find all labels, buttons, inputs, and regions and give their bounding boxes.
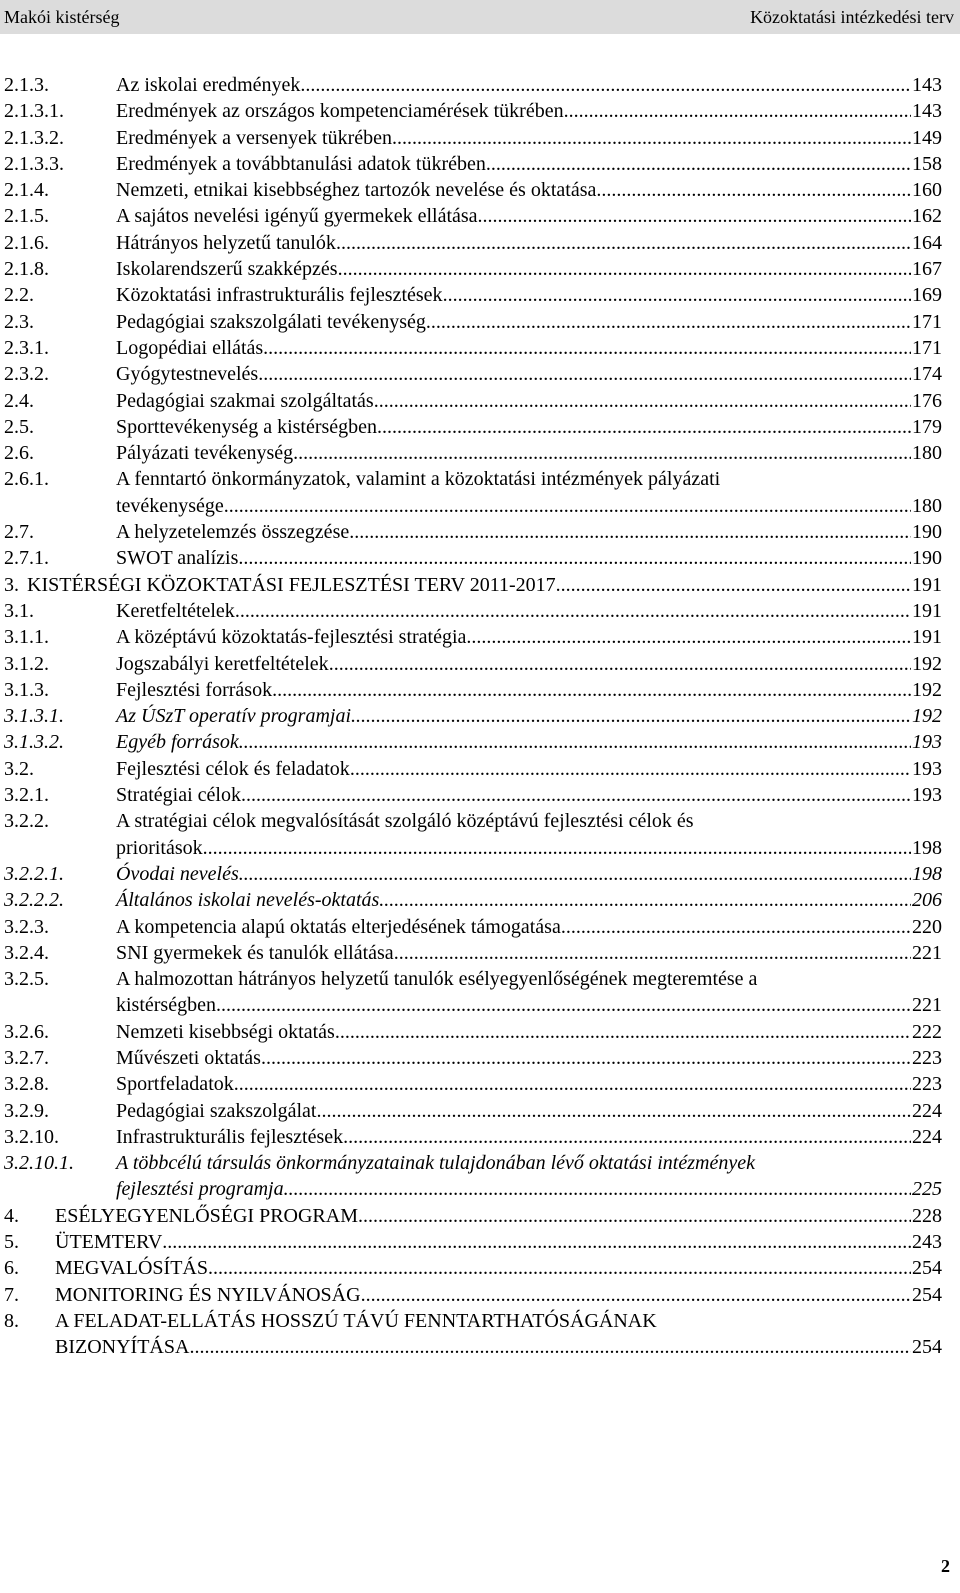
toc-entry-page: 224 bbox=[912, 1125, 942, 1148]
toc-entry[interactable] bbox=[4, 808, 942, 861]
toc-entry[interactable] bbox=[4, 414, 942, 440]
toc-leader-dots bbox=[239, 861, 911, 887]
toc-leader-dots bbox=[241, 782, 911, 808]
toc-entry-number: 3.2.2.2. bbox=[4, 889, 64, 912]
toc-entry-page: 167 bbox=[912, 258, 942, 281]
toc-entry-title: Fejlesztési források bbox=[116, 678, 273, 701]
toc-leader-dots bbox=[338, 256, 911, 282]
toc-entry-title: A középtávú közoktatás-fejlesztési stratégia bbox=[116, 626, 467, 649]
toc-entry[interactable] bbox=[4, 230, 942, 256]
toc-entry-number: 3.2.10. bbox=[4, 1125, 59, 1148]
toc-entry[interactable] bbox=[4, 624, 942, 650]
toc-entry-page: 254 bbox=[912, 1257, 942, 1280]
toc-entry-title: Óvodai nevelés bbox=[116, 862, 239, 885]
toc-entry-title: Nemzeti, etnikai kisebbséghez tartozók nevelése és oktatása bbox=[116, 179, 597, 202]
toc-entry[interactable] bbox=[4, 861, 942, 887]
toc-leader-dots bbox=[235, 598, 911, 624]
toc-entry[interactable] bbox=[4, 388, 942, 414]
toc-entry[interactable] bbox=[4, 519, 942, 545]
toc-leader-dots bbox=[379, 887, 911, 913]
toc-entry-title: Logopédiai ellátás bbox=[116, 336, 264, 359]
toc-entry[interactable] bbox=[4, 72, 942, 98]
toc-entry-title: Fejlesztési célok és feladatok bbox=[116, 757, 350, 780]
toc-entry-page: 223 bbox=[912, 1073, 942, 1096]
toc-leader-dots bbox=[561, 914, 911, 940]
toc-entry-title: Az iskolai eredmények bbox=[116, 74, 301, 96]
toc-entry-title: fejlesztési programja bbox=[116, 1178, 284, 1201]
header-right-title: Közoktatási intézkedési terv bbox=[750, 7, 954, 27]
toc-entry-number: 3.1. bbox=[4, 599, 34, 622]
toc-entry-title: Pedagógiai szakmai szolgáltatás bbox=[116, 389, 374, 412]
toc-entry[interactable] bbox=[4, 729, 942, 755]
toc-entry-page: 179 bbox=[912, 415, 942, 438]
toc-entry-number: 2.6. bbox=[4, 442, 34, 465]
toc-entry-number: 2.5. bbox=[4, 415, 34, 438]
toc-entry-number: 2.7. bbox=[4, 521, 34, 544]
toc-leader-dots bbox=[596, 177, 911, 203]
toc-entry-page: 192 bbox=[912, 652, 942, 675]
toc-entry-title: Infrastrukturális fejlesztések bbox=[116, 1125, 344, 1148]
toc-leader-dots bbox=[272, 677, 911, 703]
toc-entry[interactable] bbox=[4, 1019, 942, 1045]
toc-entry-page: 225 bbox=[912, 1178, 942, 1201]
table-of-contents bbox=[4, 72, 942, 1361]
toc-entry[interactable] bbox=[4, 940, 942, 966]
toc-entry-number: 3.1.2. bbox=[4, 652, 49, 675]
toc-entry-number: 2.1.3.2. bbox=[4, 126, 64, 149]
toc-entry-page: 191 bbox=[912, 599, 942, 622]
toc-entry-number: 2.6.1. bbox=[4, 468, 49, 491]
toc-entry-title: MONITORING ÉS NYILVÁNOSÁG bbox=[55, 1283, 361, 1306]
toc-entry-number: 3.2.8. bbox=[4, 1073, 49, 1096]
toc-entry[interactable] bbox=[4, 1071, 942, 1097]
toc-entry-page: 198 bbox=[912, 862, 942, 885]
toc-leader-dots bbox=[377, 414, 911, 440]
toc-entry-title: Sportfeladatok bbox=[116, 1073, 234, 1096]
toc-leader-dots bbox=[336, 230, 911, 256]
toc-entry-number: 6. bbox=[4, 1257, 19, 1280]
toc-entry-page: 228 bbox=[912, 1204, 942, 1227]
toc-entry-title-line1: A többcélú társulás önkormányzatainak tulajdonában lévő oktatási intézmények bbox=[116, 1152, 755, 1175]
toc-entry-page: 254 bbox=[912, 1336, 942, 1359]
toc-entry-page: 221 bbox=[912, 994, 942, 1017]
toc-leader-dots bbox=[374, 388, 911, 414]
toc-entry[interactable] bbox=[4, 203, 942, 229]
toc-entry-page: 176 bbox=[912, 389, 942, 412]
toc-leader-dots bbox=[486, 151, 911, 177]
toc-entry[interactable] bbox=[4, 1308, 942, 1361]
toc-entry-page: 158 bbox=[912, 152, 942, 175]
toc-leader-dots bbox=[208, 1255, 911, 1281]
toc-entry-title: Eredmények a továbbtanulási adatok tükrében bbox=[116, 152, 486, 175]
toc-entry[interactable] bbox=[4, 282, 942, 308]
toc-entry[interactable] bbox=[4, 440, 942, 466]
toc-entry-number: 3.2.10.1. bbox=[4, 1152, 74, 1175]
toc-entry-number: 3.2.2. bbox=[4, 810, 49, 833]
toc-entry-page: 160 bbox=[912, 179, 942, 202]
toc-entry-number: 2.3.1. bbox=[4, 336, 49, 359]
toc-entry-number: 3.1.3. bbox=[4, 678, 49, 701]
toc-entry-page: 171 bbox=[912, 310, 942, 333]
toc-entry-page: 162 bbox=[912, 205, 942, 228]
toc-entry-number: 3.2. bbox=[4, 757, 34, 780]
toc-leader-dots bbox=[426, 309, 911, 335]
toc-entry-page: 193 bbox=[912, 784, 942, 807]
toc-entry-title: BIZONYÍTÁSA bbox=[55, 1336, 190, 1359]
toc-entry[interactable] bbox=[4, 1203, 942, 1229]
toc-leader-dots bbox=[293, 440, 911, 466]
toc-entry[interactable] bbox=[4, 466, 942, 519]
toc-leader-dots bbox=[284, 1176, 911, 1202]
toc-entry-title: Általános iskolai nevelés-oktatás bbox=[116, 889, 380, 912]
toc-entry-title: Nemzeti kisebbségi oktatás bbox=[116, 1020, 335, 1043]
page-number: 2 bbox=[941, 1556, 950, 1576]
toc-entry-number: 8. bbox=[4, 1309, 19, 1332]
toc-entry-number: 3.2.9. bbox=[4, 1099, 49, 1122]
toc-leader-dots bbox=[261, 1045, 911, 1071]
page-header bbox=[0, 0, 960, 34]
toc-entry-number: 7. bbox=[4, 1283, 19, 1306]
toc-entry-number: 2.4. bbox=[4, 389, 34, 412]
toc-entry[interactable] bbox=[4, 309, 942, 335]
toc-entry-page: 180 bbox=[912, 494, 942, 517]
toc-entry-page: 169 bbox=[912, 284, 942, 307]
toc-leader-dots bbox=[392, 125, 911, 151]
toc-leader-dots bbox=[189, 1334, 911, 1360]
toc-leader-dots bbox=[564, 98, 911, 124]
toc-entry-page: 191 bbox=[912, 626, 942, 649]
header-left-title: Makói kistérség bbox=[4, 7, 120, 27]
toc-entry-number: 2.1.3.1. bbox=[4, 100, 64, 123]
toc-entry-number: 2.7.1. bbox=[4, 547, 49, 570]
toc-entry[interactable] bbox=[4, 125, 942, 151]
toc-leader-dots bbox=[162, 1229, 911, 1255]
toc-entry-title: Eredmények a versenyek tükrében bbox=[116, 126, 392, 149]
toc-leader-dots bbox=[561, 572, 911, 598]
toc-entry-number: 3.1.1. bbox=[4, 626, 49, 649]
toc-leader-dots bbox=[466, 624, 911, 650]
toc-entry-page: 171 bbox=[912, 336, 942, 359]
toc-leader-dots bbox=[343, 1124, 911, 1150]
toc-entry-page: 254 bbox=[912, 1283, 942, 1306]
toc-entry-page: 223 bbox=[912, 1046, 942, 1069]
toc-entry[interactable] bbox=[4, 177, 942, 203]
toc-leader-dots bbox=[258, 361, 911, 387]
toc-entry[interactable] bbox=[4, 1124, 942, 1150]
toc-leader-dots bbox=[335, 1019, 911, 1045]
toc-entry-number: 2.1.3. bbox=[4, 74, 49, 96]
toc-entry[interactable] bbox=[4, 1150, 942, 1203]
toc-entry[interactable] bbox=[4, 572, 942, 598]
toc-entry[interactable] bbox=[4, 887, 942, 913]
toc-leader-dots bbox=[216, 992, 911, 1018]
toc-entry-number: 3.2.4. bbox=[4, 941, 49, 964]
toc-entry[interactable] bbox=[4, 782, 942, 808]
toc-entry-title-line1: A fenntartó önkormányzatok, valamint a közoktatási intézmények pályázati bbox=[116, 468, 721, 491]
toc-entry-title: A sajátos nevelési igényű gyermekek ellátása bbox=[116, 205, 478, 228]
toc-entry[interactable] bbox=[4, 545, 942, 571]
toc-entry-number: 3.2.6. bbox=[4, 1020, 49, 1043]
toc-entry-page: 174 bbox=[912, 363, 942, 386]
toc-entry[interactable] bbox=[4, 1255, 942, 1281]
toc-entry-number: 3.2.3. bbox=[4, 915, 49, 938]
toc-leader-dots bbox=[224, 493, 911, 519]
toc-entry[interactable] bbox=[4, 361, 942, 387]
toc-entry-title: Az ÚSzT operatív programjai bbox=[116, 705, 352, 728]
toc-entry-page: 143 bbox=[912, 74, 942, 96]
toc-entry-title: Gyógytestnevelés bbox=[116, 363, 259, 386]
toc-entry-title: ÜTEMTERV bbox=[55, 1231, 163, 1254]
toc-entry-title-line1: A FELADAT-ELLÁTÁS HOSSZÚ TÁVÚ FENNTARTHATÓSÁGÁNAK bbox=[55, 1309, 657, 1332]
toc-entry-title: A helyzetelemzés összegzése bbox=[116, 521, 350, 544]
toc-entry[interactable] bbox=[4, 335, 942, 361]
toc-entry-page: 221 bbox=[912, 941, 942, 964]
toc-leader-dots bbox=[239, 729, 911, 755]
toc-entry-page: 149 bbox=[912, 126, 942, 149]
toc-entry-page: 192 bbox=[912, 678, 942, 701]
toc-entry-title: Jogszabályi keretfeltételek bbox=[116, 652, 329, 675]
toc-entry-number: 2.1.8. bbox=[4, 258, 49, 281]
toc-entry-title: Pedagógiai szakszolgálat bbox=[116, 1099, 317, 1122]
toc-leader-dots bbox=[358, 1203, 911, 1229]
toc-leader-dots bbox=[300, 72, 911, 98]
toc-entry-page: 193 bbox=[912, 731, 942, 754]
toc-leader-dots bbox=[394, 940, 911, 966]
toc-entry-number: 4. bbox=[4, 1204, 19, 1227]
toc-entry-page: 143 bbox=[912, 100, 942, 123]
toc-entry-page: 243 bbox=[912, 1231, 942, 1254]
toc-entry-number: 2.1.5. bbox=[4, 205, 49, 228]
toc-entry-number: 2.3.2. bbox=[4, 363, 49, 386]
toc-entry-title: Hátrányos helyzetű tanulók bbox=[116, 231, 336, 254]
toc-entry-number: 3.2.1. bbox=[4, 784, 49, 807]
toc-entry-number: 3.2.5. bbox=[4, 968, 49, 991]
toc-entry-title: Iskolarendszerű szakképzés bbox=[116, 258, 338, 281]
toc-leader-dots bbox=[478, 203, 911, 229]
toc-entry-page: 192 bbox=[912, 705, 942, 728]
toc-entry[interactable] bbox=[4, 703, 942, 729]
toc-entry-title: Művészeti oktatás bbox=[116, 1046, 261, 1069]
toc-entry-number: 2.2. bbox=[4, 284, 34, 307]
toc-entry-page: 180 bbox=[912, 442, 942, 465]
toc-entry-title: Stratégiai célok bbox=[116, 784, 241, 807]
toc-entry-page: 222 bbox=[912, 1020, 942, 1043]
toc-entry-title: Pedagógiai szakszolgálati tevékenység bbox=[116, 310, 426, 333]
toc-entry-title: SNI gyermekek és tanulók ellátása bbox=[116, 941, 394, 964]
toc-entry[interactable] bbox=[4, 1045, 942, 1071]
toc-entry-page: 206 bbox=[912, 889, 942, 912]
toc-entry-number: 3. bbox=[4, 573, 19, 596]
toc-entry-page: 224 bbox=[912, 1099, 942, 1122]
toc-entry-title: KISTÉRSÉGI KÖZOKTATÁSI FEJLESZTÉSI TERV 2011-2017. bbox=[27, 573, 561, 596]
toc-entry-title: Közoktatási infrastrukturális fejlesztések bbox=[116, 284, 443, 307]
toc-entry-number: 3.1.3.2. bbox=[4, 731, 64, 754]
toc-entry-number: 2.3. bbox=[4, 310, 34, 333]
toc-entry-page: 191 bbox=[912, 573, 942, 596]
toc-entry-number: 5. bbox=[4, 1231, 19, 1254]
toc-leader-dots bbox=[203, 835, 911, 861]
toc-entry[interactable] bbox=[4, 651, 942, 677]
toc-leader-dots bbox=[234, 1071, 911, 1097]
toc-entry-page: 164 bbox=[912, 231, 942, 254]
toc-entry-title: kistérségben bbox=[116, 994, 216, 1017]
toc-entry[interactable] bbox=[4, 98, 942, 124]
toc-entry[interactable] bbox=[4, 256, 942, 282]
toc-entry-title-line1: A stratégiai célok megvalósítását szolgáló középtávú fejlesztési célok és bbox=[116, 810, 694, 833]
toc-entry-title: Eredmények az országos kompetenciamérések tükrében bbox=[116, 100, 564, 123]
toc-entry[interactable] bbox=[4, 1282, 942, 1308]
toc-entry-page: 190 bbox=[912, 547, 942, 570]
toc-entry-title: Sporttevékenység a kistérségben bbox=[116, 415, 378, 438]
toc-entry-title: Keretfeltételek bbox=[116, 599, 235, 622]
toc-entry-title: MEGVALÓSÍTÁS bbox=[55, 1257, 208, 1280]
toc-entry-page: 220 bbox=[912, 915, 942, 938]
toc-leader-dots bbox=[349, 519, 911, 545]
toc-leader-dots bbox=[263, 335, 911, 361]
toc-entry-number: 2.1.4. bbox=[4, 179, 49, 202]
toc-entry[interactable] bbox=[4, 914, 942, 940]
toc-entry-title: SWOT analízis bbox=[116, 547, 239, 570]
toc-leader-dots bbox=[443, 282, 911, 308]
toc-entry-page: 193 bbox=[912, 757, 942, 780]
toc-leader-dots bbox=[361, 1282, 911, 1308]
toc-leader-dots bbox=[317, 1098, 912, 1124]
toc-leader-dots bbox=[350, 756, 911, 782]
toc-leader-dots bbox=[238, 545, 911, 571]
toc-entry[interactable] bbox=[4, 677, 942, 703]
toc-entry-number: 3.2.7. bbox=[4, 1046, 49, 1069]
toc-entry-title: A kompetencia alapú oktatás elterjedésének támogatása bbox=[116, 915, 561, 938]
toc-entry-title: ESÉLYEGYENLŐSÉGI PROGRAM bbox=[55, 1204, 358, 1227]
toc-entry-title-line1: A halmozottan hátrányos helyzetű tanulók esélyegyenlőségének megteremtése a bbox=[116, 968, 758, 991]
toc-entry-number: 3.2.2.1. bbox=[4, 862, 64, 885]
toc-entry-title: prioritások bbox=[116, 836, 203, 859]
toc-entry-page: 190 bbox=[912, 521, 942, 544]
toc-entry-title: Pályázati tevékenység bbox=[116, 442, 294, 465]
toc-entry-page: 198 bbox=[912, 836, 942, 859]
toc-entry[interactable] bbox=[4, 1098, 942, 1124]
toc-entry-number: 2.1.6. bbox=[4, 231, 49, 254]
toc-leader-dots bbox=[329, 651, 911, 677]
toc-entry[interactable] bbox=[4, 966, 942, 1019]
toc-entry[interactable] bbox=[4, 598, 942, 624]
toc-entry-number: 3.1.3.1. bbox=[4, 705, 64, 728]
toc-entry-number: 2.1.3.3. bbox=[4, 152, 64, 175]
toc-entry-title: tevékenysége bbox=[116, 494, 224, 517]
toc-entry-title: Egyéb források bbox=[116, 731, 239, 754]
toc-leader-dots bbox=[351, 703, 911, 729]
toc-entry[interactable] bbox=[4, 151, 942, 177]
toc-entry[interactable] bbox=[4, 756, 942, 782]
toc-entry[interactable] bbox=[4, 1229, 942, 1255]
